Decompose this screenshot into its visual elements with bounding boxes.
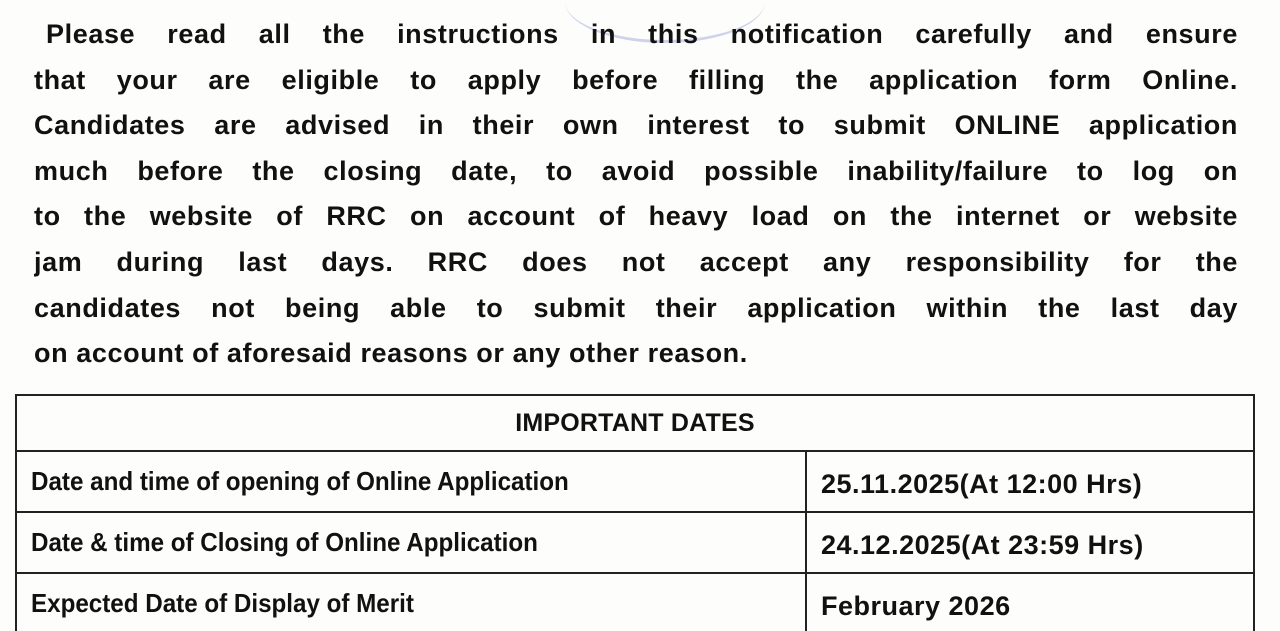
table-header-row bbox=[16, 395, 1254, 451]
instructions-line: that your are eligible to apply before filling the application form Online. bbox=[34, 64, 1238, 95]
opening-date-label: Date and time of opening of Online Application bbox=[31, 466, 569, 496]
instructions-paragraph bbox=[34, 12, 1238, 377]
instructions-line: much before the closing date, to avoid possible inability/failure to log on bbox=[34, 155, 1238, 186]
date-label-cell bbox=[16, 512, 806, 573]
opening-date-value: 25.11.2025(At 12:00 Hrs) bbox=[806, 451, 1254, 512]
instructions-line: on account of aforesaid reasons or any other reason. bbox=[34, 338, 748, 369]
merit-display-label: Expected Date of Display of Merit bbox=[31, 588, 414, 618]
date-label-cell bbox=[16, 451, 806, 512]
table-row bbox=[16, 573, 1254, 631]
merit-display-value: February 2026 bbox=[806, 573, 1254, 631]
important-dates-table bbox=[15, 394, 1255, 631]
closing-date-label: Date & time of Closing of Online Application bbox=[31, 527, 538, 557]
date-label-cell bbox=[16, 573, 806, 631]
important-dates-title: IMPORTANT DATES bbox=[16, 395, 1254, 451]
instructions-line: jam during last days. RRC does not accept any responsibility for the bbox=[34, 246, 1238, 277]
instructions-line: Candidates are advised in their own interest to submit ONLINE application bbox=[34, 110, 1238, 141]
closing-date-value: 24.12.2025(At 23:59 Hrs) bbox=[806, 512, 1254, 573]
table-row bbox=[16, 451, 1254, 512]
table-row bbox=[16, 512, 1254, 573]
instructions-line: to the website of RRC on account of heavy load on the internet or website bbox=[34, 201, 1238, 232]
instructions-line: candidates not being able to submit their application within the last day bbox=[34, 292, 1238, 323]
instructions-line: Please read all the instructions in this notification carefully and ensure bbox=[46, 19, 1238, 49]
